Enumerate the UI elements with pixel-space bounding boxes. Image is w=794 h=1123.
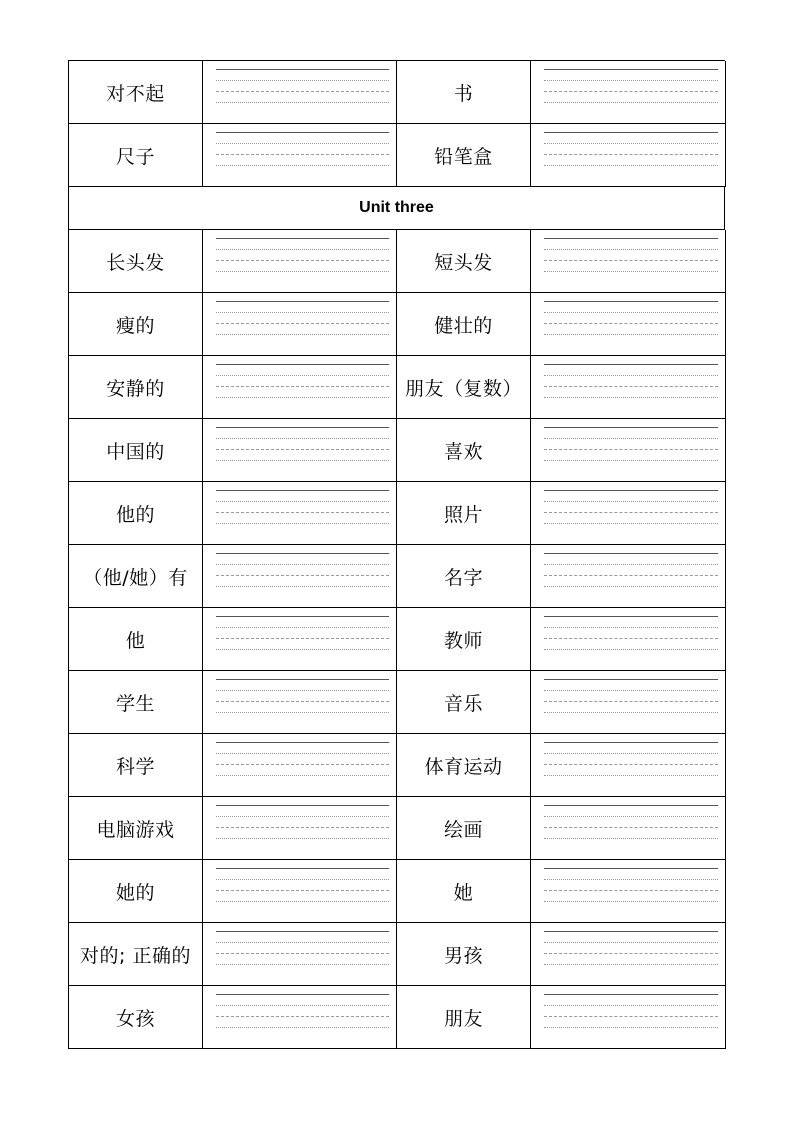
answer-writing-area-right[interactable] xyxy=(531,734,726,797)
word-prompt-right: 绘画 xyxy=(397,797,531,860)
table-row xyxy=(69,230,725,293)
answer-writing-area-right[interactable] xyxy=(531,860,726,923)
writing-guide-line xyxy=(216,994,389,995)
writing-guide-line xyxy=(544,753,718,754)
table-row xyxy=(69,293,725,356)
answer-writing-area-left[interactable] xyxy=(203,61,397,124)
writing-guide-line xyxy=(544,386,718,387)
answer-writing-area-left[interactable] xyxy=(203,671,397,734)
writing-guide-line xyxy=(216,1016,389,1017)
writing-guide-line xyxy=(216,449,389,450)
word-prompt-right: 健壮的 xyxy=(397,293,531,356)
answer-writing-area-left[interactable] xyxy=(203,734,397,797)
writing-guide-line xyxy=(544,805,718,806)
writing-guide-line xyxy=(544,334,718,335)
word-prompt-right: 音乐 xyxy=(397,671,531,734)
writing-guide-line xyxy=(216,931,389,932)
writing-guide-line xyxy=(544,627,718,628)
writing-guide-line xyxy=(544,942,718,943)
writing-guide-line xyxy=(544,438,718,439)
writing-guide-line xyxy=(216,143,389,144)
writing-guide-line xyxy=(544,994,718,995)
answer-writing-area-left[interactable] xyxy=(203,419,397,482)
table-row xyxy=(69,608,725,671)
writing-guide-line xyxy=(544,80,718,81)
writing-guide-line xyxy=(544,323,718,324)
answer-writing-area-left[interactable] xyxy=(203,293,397,356)
writing-guide-line xyxy=(544,679,718,680)
writing-guide-line xyxy=(216,701,389,702)
writing-guide-line xyxy=(216,165,389,166)
writing-guide-line xyxy=(216,690,389,691)
word-prompt-left: 尺子 xyxy=(69,124,203,187)
writing-guide-line xyxy=(544,1005,718,1006)
writing-guide-line xyxy=(544,931,718,932)
writing-guide-line xyxy=(544,827,718,828)
table-rows-section-1 xyxy=(69,61,725,187)
word-prompt-right: 铅笔盒 xyxy=(397,124,531,187)
writing-guide-line xyxy=(544,260,718,261)
writing-guide-line xyxy=(544,375,718,376)
writing-guide-line xyxy=(216,753,389,754)
writing-guide-line xyxy=(216,132,389,133)
word-prompt-left: 他 xyxy=(69,608,203,671)
writing-guide-line xyxy=(216,91,389,92)
word-prompt-right: 教师 xyxy=(397,608,531,671)
writing-guide-line xyxy=(216,868,389,869)
writing-guide-line xyxy=(544,638,718,639)
answer-writing-area-right[interactable] xyxy=(531,124,726,187)
word-prompt-right: 书 xyxy=(397,61,531,124)
table-row xyxy=(69,61,725,124)
writing-guide-line xyxy=(216,375,389,376)
writing-guide-line xyxy=(544,364,718,365)
writing-guide-line xyxy=(544,553,718,554)
answer-writing-area-left[interactable] xyxy=(203,356,397,419)
writing-guide-line xyxy=(544,901,718,902)
answer-writing-area-right[interactable] xyxy=(531,356,726,419)
word-prompt-left: 学生 xyxy=(69,671,203,734)
writing-guide-line xyxy=(544,132,718,133)
writing-guide-line xyxy=(216,816,389,817)
word-prompt-right: 她 xyxy=(397,860,531,923)
writing-guide-line xyxy=(544,238,718,239)
writing-guide-line xyxy=(216,334,389,335)
word-prompt-right: 朋友 xyxy=(397,986,531,1049)
writing-guide-line xyxy=(544,838,718,839)
writing-guide-line xyxy=(216,438,389,439)
writing-guide-line xyxy=(544,964,718,965)
word-prompt-right: 短头发 xyxy=(397,230,531,293)
writing-guide-line xyxy=(544,879,718,880)
word-prompt-right: 体育运动 xyxy=(397,734,531,797)
table-row xyxy=(69,671,725,734)
writing-guide-line xyxy=(544,616,718,617)
writing-guide-line xyxy=(216,249,389,250)
writing-guide-line xyxy=(216,1005,389,1006)
writing-guide-line xyxy=(544,868,718,869)
answer-writing-area-right[interactable] xyxy=(531,608,726,671)
writing-guide-line xyxy=(216,879,389,880)
writing-guide-line xyxy=(544,154,718,155)
answer-writing-area-right[interactable] xyxy=(531,986,726,1049)
answer-writing-area-right[interactable] xyxy=(531,419,726,482)
word-prompt-left: 瘦的 xyxy=(69,293,203,356)
answer-writing-area-left[interactable] xyxy=(203,482,397,545)
writing-guide-line xyxy=(216,964,389,965)
word-prompt-left: 她的 xyxy=(69,860,203,923)
writing-guide-line xyxy=(544,271,718,272)
writing-guide-line xyxy=(544,564,718,565)
word-prompt-left: 电脑游戏 xyxy=(69,797,203,860)
writing-guide-line xyxy=(544,764,718,765)
writing-guide-line xyxy=(544,816,718,817)
writing-guide-line xyxy=(216,564,389,565)
writing-guide-line xyxy=(216,490,389,491)
answer-writing-area-right[interactable] xyxy=(531,545,726,608)
answer-writing-area-left[interactable] xyxy=(203,860,397,923)
answer-writing-area-right[interactable] xyxy=(531,797,726,860)
writing-guide-line xyxy=(216,638,389,639)
writing-guide-line xyxy=(544,523,718,524)
writing-guide-line xyxy=(544,586,718,587)
writing-guide-line xyxy=(216,238,389,239)
word-prompt-left: （他/她）有 xyxy=(69,545,203,608)
writing-guide-line xyxy=(216,460,389,461)
writing-guide-line xyxy=(216,775,389,776)
writing-guide-line xyxy=(216,575,389,576)
unit-header-row xyxy=(69,187,725,230)
answer-writing-area-right[interactable] xyxy=(531,671,726,734)
writing-guide-line xyxy=(544,575,718,576)
writing-guide-line xyxy=(216,427,389,428)
word-prompt-right: 照片 xyxy=(397,482,531,545)
writing-guide-line xyxy=(216,397,389,398)
answer-writing-area-left[interactable] xyxy=(203,124,397,187)
writing-guide-line xyxy=(544,1016,718,1017)
writing-guide-line xyxy=(544,712,718,713)
writing-guide-line xyxy=(216,323,389,324)
writing-guide-line xyxy=(216,102,389,103)
writing-guide-line xyxy=(216,627,389,628)
table-row xyxy=(69,734,725,797)
writing-guide-line xyxy=(544,890,718,891)
answer-writing-area-right[interactable] xyxy=(531,230,726,293)
writing-guide-line xyxy=(216,827,389,828)
writing-guide-line xyxy=(216,553,389,554)
writing-guide-line xyxy=(216,942,389,943)
writing-guide-line xyxy=(544,742,718,743)
writing-guide-line xyxy=(216,586,389,587)
word-prompt-left: 安静的 xyxy=(69,356,203,419)
writing-guide-line xyxy=(216,838,389,839)
writing-guide-line xyxy=(544,690,718,691)
writing-guide-line xyxy=(216,501,389,502)
table-row xyxy=(69,986,725,1049)
unit-title: Unit three xyxy=(359,199,434,216)
answer-writing-area-left[interactable] xyxy=(203,923,397,986)
answer-writing-area-left[interactable] xyxy=(203,797,397,860)
writing-guide-line xyxy=(216,80,389,81)
answer-writing-area-right[interactable] xyxy=(531,923,726,986)
word-prompt-left: 对的; 正确的 xyxy=(69,923,203,986)
table-row xyxy=(69,545,725,608)
table-row xyxy=(69,419,725,482)
writing-guide-line xyxy=(216,764,389,765)
writing-guide-line xyxy=(544,490,718,491)
word-prompt-left: 长头发 xyxy=(69,230,203,293)
writing-guide-line xyxy=(544,69,718,70)
writing-guide-line xyxy=(216,1027,389,1028)
writing-guide-line xyxy=(544,701,718,702)
writing-guide-line xyxy=(544,449,718,450)
writing-guide-line xyxy=(544,143,718,144)
writing-guide-line xyxy=(216,712,389,713)
word-prompt-left: 他的 xyxy=(69,482,203,545)
writing-guide-line xyxy=(544,397,718,398)
writing-guide-line xyxy=(544,249,718,250)
writing-guide-line xyxy=(216,901,389,902)
writing-guide-line xyxy=(544,512,718,513)
table-row xyxy=(69,356,725,419)
writing-guide-line xyxy=(544,1027,718,1028)
answer-writing-area-left[interactable] xyxy=(203,608,397,671)
table-row xyxy=(69,124,725,187)
writing-guide-line xyxy=(544,427,718,428)
writing-guide-line xyxy=(216,312,389,313)
writing-guide-line xyxy=(216,649,389,650)
word-prompt-right: 男孩 xyxy=(397,923,531,986)
writing-guide-line xyxy=(216,512,389,513)
writing-guide-line xyxy=(216,805,389,806)
writing-guide-line xyxy=(216,260,389,261)
table-row xyxy=(69,482,725,545)
word-prompt-right: 朋友（复数） xyxy=(397,356,531,419)
word-prompt-left: 对不起 xyxy=(69,61,203,124)
table-row xyxy=(69,797,725,860)
writing-guide-line xyxy=(216,154,389,155)
vocabulary-table xyxy=(68,60,725,1049)
writing-guide-line xyxy=(216,69,389,70)
writing-guide-line xyxy=(216,953,389,954)
writing-guide-line xyxy=(544,312,718,313)
writing-guide-line xyxy=(544,649,718,650)
writing-guide-line xyxy=(216,271,389,272)
writing-guide-line xyxy=(216,364,389,365)
answer-writing-area-left[interactable] xyxy=(203,230,397,293)
writing-guide-line xyxy=(216,523,389,524)
writing-guide-line xyxy=(544,91,718,92)
word-prompt-left: 科学 xyxy=(69,734,203,797)
answer-writing-area-right[interactable] xyxy=(531,482,726,545)
word-prompt-right: 喜欢 xyxy=(397,419,531,482)
writing-guide-line xyxy=(544,165,718,166)
writing-guide-line xyxy=(544,460,718,461)
writing-guide-line xyxy=(544,102,718,103)
writing-guide-line xyxy=(216,742,389,743)
writing-guide-line xyxy=(216,679,389,680)
writing-guide-line xyxy=(544,775,718,776)
table-row xyxy=(69,923,725,986)
writing-guide-line xyxy=(544,953,718,954)
writing-guide-line xyxy=(216,616,389,617)
writing-guide-line xyxy=(544,501,718,502)
answer-writing-area-left[interactable] xyxy=(203,545,397,608)
writing-guide-line xyxy=(216,386,389,387)
writing-guide-line xyxy=(544,301,718,302)
answer-writing-area-right[interactable] xyxy=(531,61,726,124)
word-prompt-left: 中国的 xyxy=(69,419,203,482)
table-rows-section-2 xyxy=(69,230,725,1049)
writing-guide-line xyxy=(216,301,389,302)
answer-writing-area-right[interactable] xyxy=(531,293,726,356)
answer-writing-area-left[interactable] xyxy=(203,986,397,1049)
writing-guide-line xyxy=(216,890,389,891)
word-prompt-left: 女孩 xyxy=(69,986,203,1049)
word-prompt-right: 名字 xyxy=(397,545,531,608)
table-row xyxy=(69,860,725,923)
